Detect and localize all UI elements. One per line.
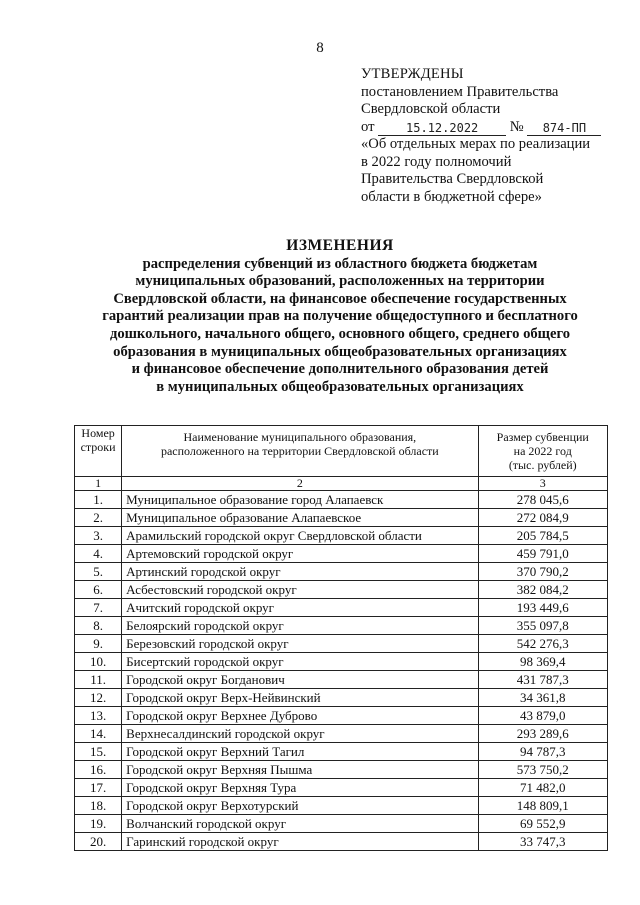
row-number: 3. (75, 527, 122, 545)
row-amount: 69 552,9 (478, 815, 608, 833)
table-row (75, 563, 608, 581)
row-number: 5. (75, 563, 122, 581)
row-municipality: Арамильский городской округ Свердловской области (122, 527, 478, 545)
row-municipality: Артинский городской округ (122, 563, 478, 581)
approval-number: 874-ПП (527, 120, 601, 136)
table-row (75, 599, 608, 617)
row-number: 16. (75, 761, 122, 779)
title-line: и финансовое обеспечение дополнительного образования детей (131, 361, 549, 378)
column-number-row: 1 2 3 (75, 477, 608, 491)
row-amount: 382 084,2 (478, 581, 608, 599)
title-line: гарантий реализации прав на получение общедоступного и бесплатного (102, 308, 578, 325)
row-amount: 205 784,5 (478, 527, 608, 545)
row-number: 2. (75, 509, 122, 527)
table-row (75, 617, 608, 635)
row-number: 12. (75, 689, 122, 707)
table-row (75, 833, 608, 851)
header-amount: Размер субвенции на 2022 год (тыс. рублей) (478, 426, 608, 477)
row-municipality: Бисертский городской округ (122, 653, 478, 671)
title-line: муниципальных образований, расположенных на территории (135, 273, 545, 290)
row-municipality: Городской округ Верхнее Дуброво (122, 707, 478, 725)
row-number: 6. (75, 581, 122, 599)
row-amount: 34 361,8 (478, 689, 608, 707)
approval-stamp (361, 66, 631, 206)
row-amount: 98 369,4 (478, 653, 608, 671)
title-line: образования в муниципальных общеобразовательных организациях (113, 343, 567, 360)
table-row (75, 725, 608, 743)
row-municipality: Верхнесалдинский городской округ (122, 725, 478, 743)
approval-line-4: «Об отдельных мерах по реализации (361, 136, 591, 152)
row-amount: 431 787,3 (478, 671, 608, 689)
row-amount: 33 747,3 (478, 833, 608, 851)
title-line: дошкольного, начального общего, основного общего, среднего общего (109, 325, 571, 342)
table-row (75, 671, 608, 689)
row-number: 17. (75, 779, 122, 797)
row-number: 4. (75, 545, 122, 563)
row-amount: 94 787,3 (478, 743, 608, 761)
approval-line-6: Правительства Свердловской (361, 171, 544, 187)
row-amount: 573 750,2 (478, 761, 608, 779)
table-header-row (75, 426, 608, 477)
approval-line-5: в 2022 году полномочий (361, 153, 512, 170)
row-municipality: Гаринский городской округ (122, 833, 478, 851)
row-number: 10. (75, 653, 122, 671)
row-municipality: Городской округ Верхняя Тура (122, 779, 478, 797)
title-heading: ИЗМЕНЕНИЯ (286, 237, 394, 254)
table-row (75, 743, 608, 761)
table-row (75, 491, 608, 509)
table-row (75, 797, 608, 815)
approval-date-line (361, 119, 631, 137)
row-number: 9. (75, 635, 122, 653)
row-amount: 193 449,6 (478, 599, 608, 617)
table-row (75, 779, 608, 797)
row-amount: 370 790,2 (478, 563, 608, 581)
document-title (60, 237, 620, 396)
table-row (75, 635, 608, 653)
header-municipality: Наименование муниципального образования, расположенного на территории Свердловской области (122, 426, 478, 477)
row-number: 11. (75, 671, 122, 689)
row-amount: 542 276,3 (478, 635, 608, 653)
row-amount: 278 045,6 (478, 491, 608, 509)
table-row (75, 761, 608, 779)
number-prefix: № (509, 118, 524, 135)
row-amount: 43 879,0 (478, 707, 608, 725)
row-amount: 148 809,1 (478, 797, 608, 815)
table-row (75, 689, 608, 707)
row-amount: 272 084,9 (478, 509, 608, 527)
row-number: 14. (75, 725, 122, 743)
date-prefix: от (361, 118, 375, 135)
table-row (75, 815, 608, 833)
table-row (75, 581, 608, 599)
table-row (75, 653, 608, 671)
row-amount: 355 097,8 (478, 617, 608, 635)
row-number: 20. (75, 833, 122, 851)
header-row-number: Номер строки (75, 426, 122, 477)
row-municipality: Березовский городской округ (122, 635, 478, 653)
row-amount: 459 791,0 (478, 545, 608, 563)
row-number: 8. (75, 617, 122, 635)
row-municipality: Муниципальное образование Алапаевское (122, 509, 478, 527)
row-number: 13. (75, 707, 122, 725)
table-row (75, 509, 608, 527)
approval-date: 15.12.2022 (378, 120, 506, 136)
row-municipality: Асбестовский городской округ (122, 581, 478, 599)
row-number: 1. (75, 491, 122, 509)
title-line: Свердловской области, на финансовое обеспечение государственных (113, 290, 567, 307)
row-amount: 71 482,0 (478, 779, 608, 797)
approval-line-1: постановлением Правительства (361, 83, 559, 100)
row-number: 18. (75, 797, 122, 815)
row-municipality: Городской округ Верх-Нейвинский (122, 689, 478, 707)
row-number: 15. (75, 743, 122, 761)
row-municipality: Ачитский городской округ (122, 599, 478, 617)
table-row (75, 527, 608, 545)
approval-heading: УТВЕРЖДЕНЫ (361, 66, 464, 82)
row-municipality: Городской округ Богданович (122, 671, 478, 689)
subsidy-table (74, 425, 608, 851)
row-municipality: Муниципальное образование город Алапаевск (122, 491, 478, 509)
row-municipality: Артемовский городской округ (122, 545, 478, 563)
approval-line-2: Свердловской области (361, 101, 501, 117)
row-municipality: Волчанский городской округ (122, 815, 478, 833)
row-number: 19. (75, 815, 122, 833)
approval-line-7: области в бюджетной сфере» (361, 188, 542, 205)
row-number: 7. (75, 599, 122, 617)
row-municipality: Белоярский городской округ (122, 617, 478, 635)
title-line: распределения субвенций из областного бюджета бюджетам (142, 255, 538, 272)
page-number: 8 (316, 40, 324, 56)
row-municipality: Городской округ Верхняя Пышма (122, 761, 478, 779)
title-line: в муниципальных общеобразовательных организациях (156, 378, 524, 395)
row-municipality: Городской округ Верхний Тагил (122, 743, 478, 761)
table-row (75, 545, 608, 563)
table-row (75, 707, 608, 725)
row-amount: 293 289,6 (478, 725, 608, 743)
row-municipality: Городской округ Верхотурский (122, 797, 478, 815)
